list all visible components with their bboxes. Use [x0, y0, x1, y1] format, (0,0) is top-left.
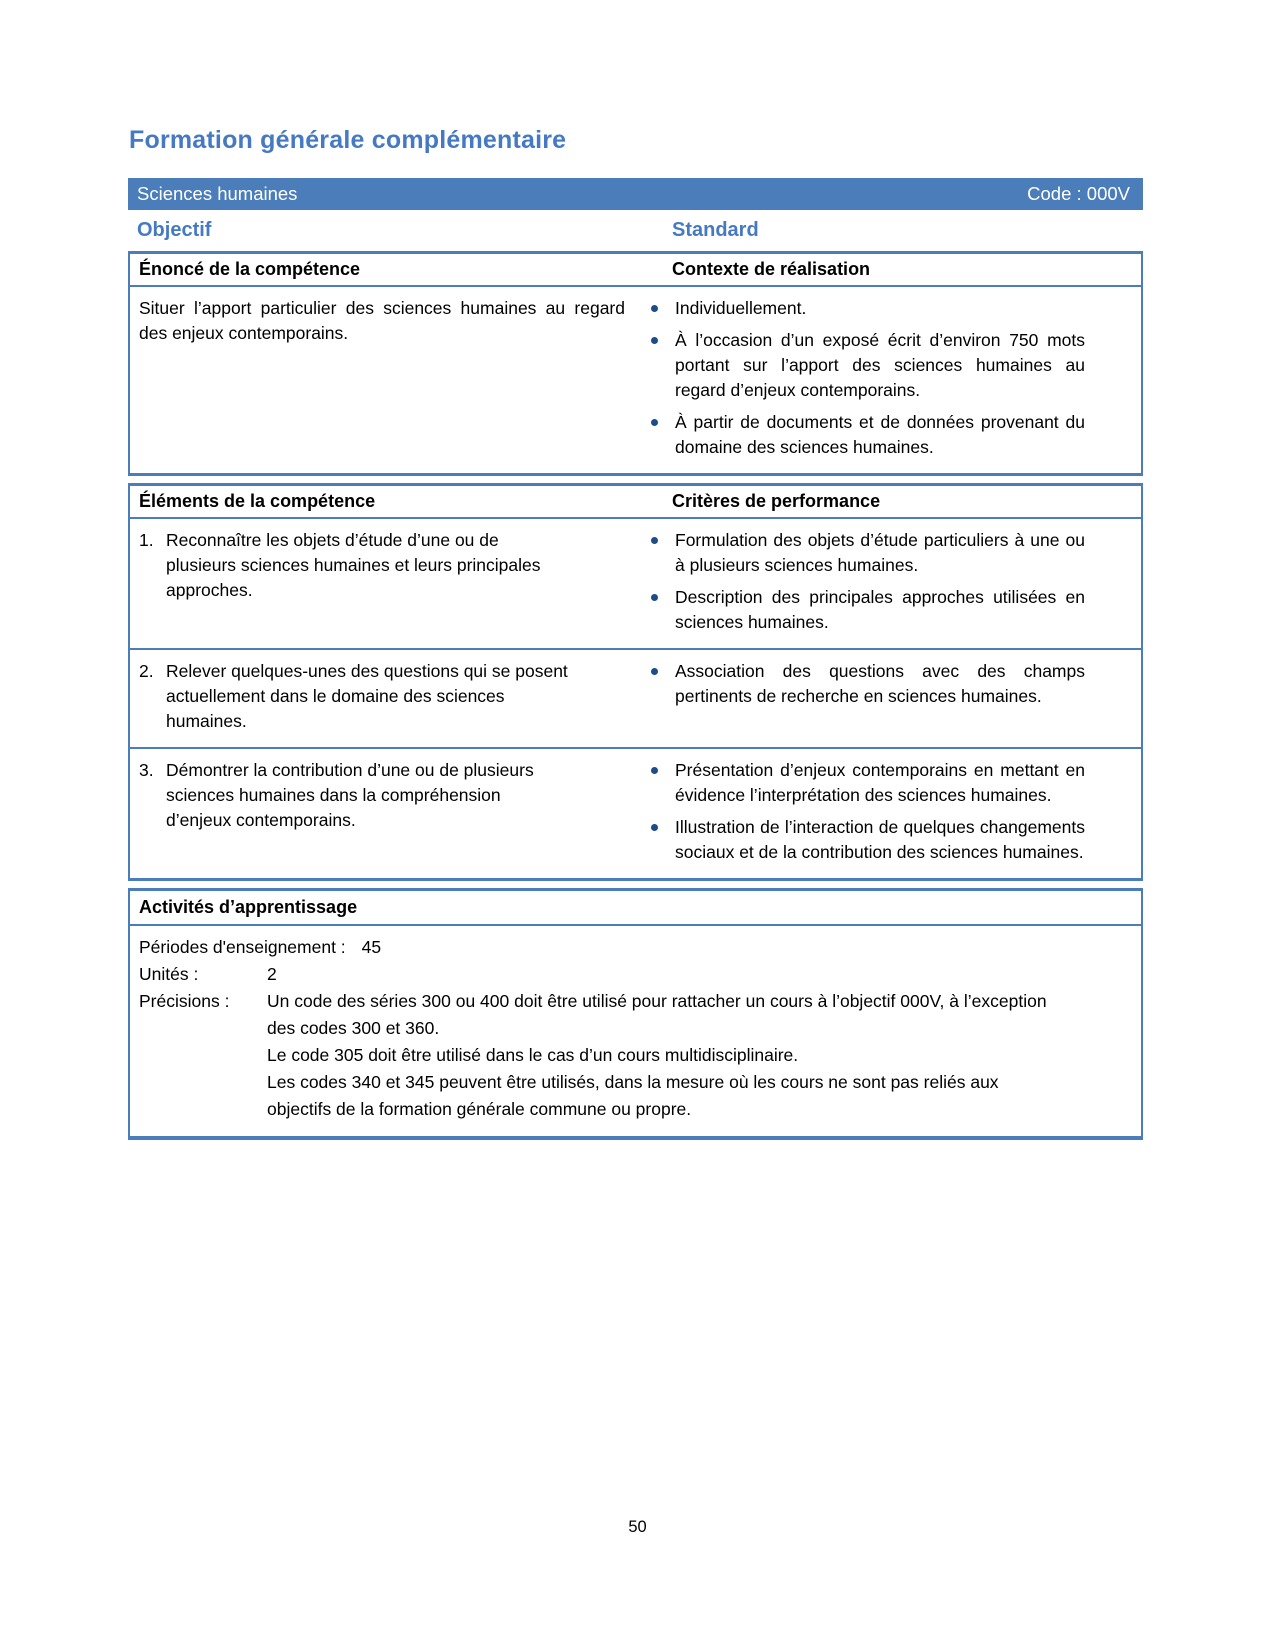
critere-text: Formulation des objets d’étude particuliers à une ou à plusieurs sciences humaines. [675, 530, 1085, 575]
section-enonce-contexte [128, 251, 1143, 476]
bullet-icon [651, 668, 658, 675]
precisions-paragraph: Le code 305 doit être utilisé dans le cas d’un cours multidisciplinaire. [267, 1045, 799, 1065]
enonce-text: Situer l’apport particulier des sciences humaines au regard des enjeux contemporains. [139, 298, 625, 343]
header-cell-criteres: Critères de performance [672, 491, 881, 511]
criteres-cell [645, 659, 1141, 734]
header-cell-contexte: Contexte de réalisation [672, 259, 871, 279]
bullet-item [645, 296, 1133, 321]
element-cell [130, 758, 645, 865]
element-text: Reconnaître les objets d’étude d’une ou de plusieurs sciences humaines et leurs principales approches. [166, 530, 541, 600]
bullet-icon [651, 337, 658, 344]
table1-header-row [130, 254, 1141, 287]
bullet-item [645, 659, 1133, 709]
column-heading-standard: Standard [672, 219, 759, 241]
precisions-row [139, 988, 1129, 1123]
column-headings [128, 218, 1143, 242]
criteres-cell [645, 528, 1141, 635]
element-number: 1. [139, 530, 154, 550]
bullet-text: À partir de documents et de données provenant du domaine des sciences humaines. [675, 412, 1085, 457]
element-text: Relever quelques-unes des questions qui se posent actuellement dans le domaine des sciences humaines. [166, 661, 568, 731]
element-cell [130, 659, 645, 734]
unites-row [139, 961, 1129, 988]
bullet-icon [651, 537, 658, 544]
critere-text: Association des questions avec des champs pertinents de recherche en sciences humaines. [675, 661, 1085, 706]
critere-text: Description des principales approches utilisées en sciences humaines. [675, 587, 1085, 632]
precisions-paragraph: Les codes 340 et 345 peuvent être utilisés, dans la mesure où les cours ne sont pas reliés aux objectifs de la formation générale commune ou propre. [267, 1072, 999, 1119]
table2-header-row [130, 486, 1141, 519]
column-heading-objectif: Objectif [137, 219, 212, 241]
bullet-icon [651, 767, 658, 774]
element-number: 2. [139, 661, 154, 681]
banner-code-label: Code : 000V [1027, 183, 1130, 204]
precisions-paragraph: Un code des séries 300 ou 400 doit être utilisé pour rattacher un cours à l’objectif 000V, à l’exception des codes 300 et 360. [267, 991, 1047, 1038]
bullet-icon [651, 419, 658, 426]
periodes-row [139, 934, 1129, 961]
bullet-item [645, 328, 1133, 403]
section-activites [128, 888, 1143, 1140]
unites-value: 2 [267, 964, 277, 984]
bullet-item [645, 410, 1133, 460]
critere-text: Présentation d’enjeux contemporains en mettant en évidence l’interprétation des sciences humaines. [675, 760, 1085, 805]
element-number: 3. [139, 760, 154, 780]
activites-header: Activités d’apprentissage [130, 891, 1141, 926]
element-text: Démontrer la contribution d’une ou de plusieurs sciences humaines dans la compréhension d’enjeux contemporains. [166, 760, 534, 830]
bullet-item [645, 585, 1133, 635]
section-elements-criteres [128, 483, 1143, 881]
page-title: Formation générale complémentaire [129, 126, 567, 154]
precisions-label: Précisions : [139, 991, 230, 1011]
enonce-cell [130, 287, 645, 473]
document-content [128, 0, 1143, 1140]
page-number: 50 [628, 1518, 647, 1536]
contexte-cell [645, 287, 1141, 473]
element-row [130, 519, 1141, 648]
periodes-label: Périodes d'enseignement : [139, 937, 346, 957]
element-row [130, 648, 1141, 747]
bullet-text: À l’occasion d’un exposé écrit d’environ 750 mots portant sur l’apport des sciences humaines au regard d’enjeux contemporains. [675, 330, 1085, 400]
banner-discipline-label: Sciences humaines [137, 183, 298, 204]
criteres-cell [645, 758, 1141, 865]
unites-label: Unités : [139, 964, 199, 984]
bullet-icon [651, 824, 658, 831]
periodes-value: 45 [361, 937, 382, 957]
table1-body [130, 287, 1141, 473]
critere-text: Illustration de l’interaction de quelques changements sociaux et de la contribution des sciences humaines. [675, 817, 1085, 862]
bullet-icon [651, 594, 658, 601]
bullet-icon [651, 305, 658, 312]
bullet-item [645, 815, 1133, 865]
discipline-banner [128, 178, 1143, 210]
header-cell-elements: Éléments de la compétence [139, 491, 376, 511]
bullet-item [645, 528, 1133, 578]
precisions-text [267, 988, 1047, 1123]
element-row [130, 747, 1141, 878]
bullet-item [645, 758, 1133, 808]
activites-body [130, 926, 1141, 1136]
element-cell [130, 528, 645, 635]
header-cell-enonce: Énoncé de la compétence [139, 259, 361, 279]
bullet-text: Individuellement. [675, 298, 807, 318]
